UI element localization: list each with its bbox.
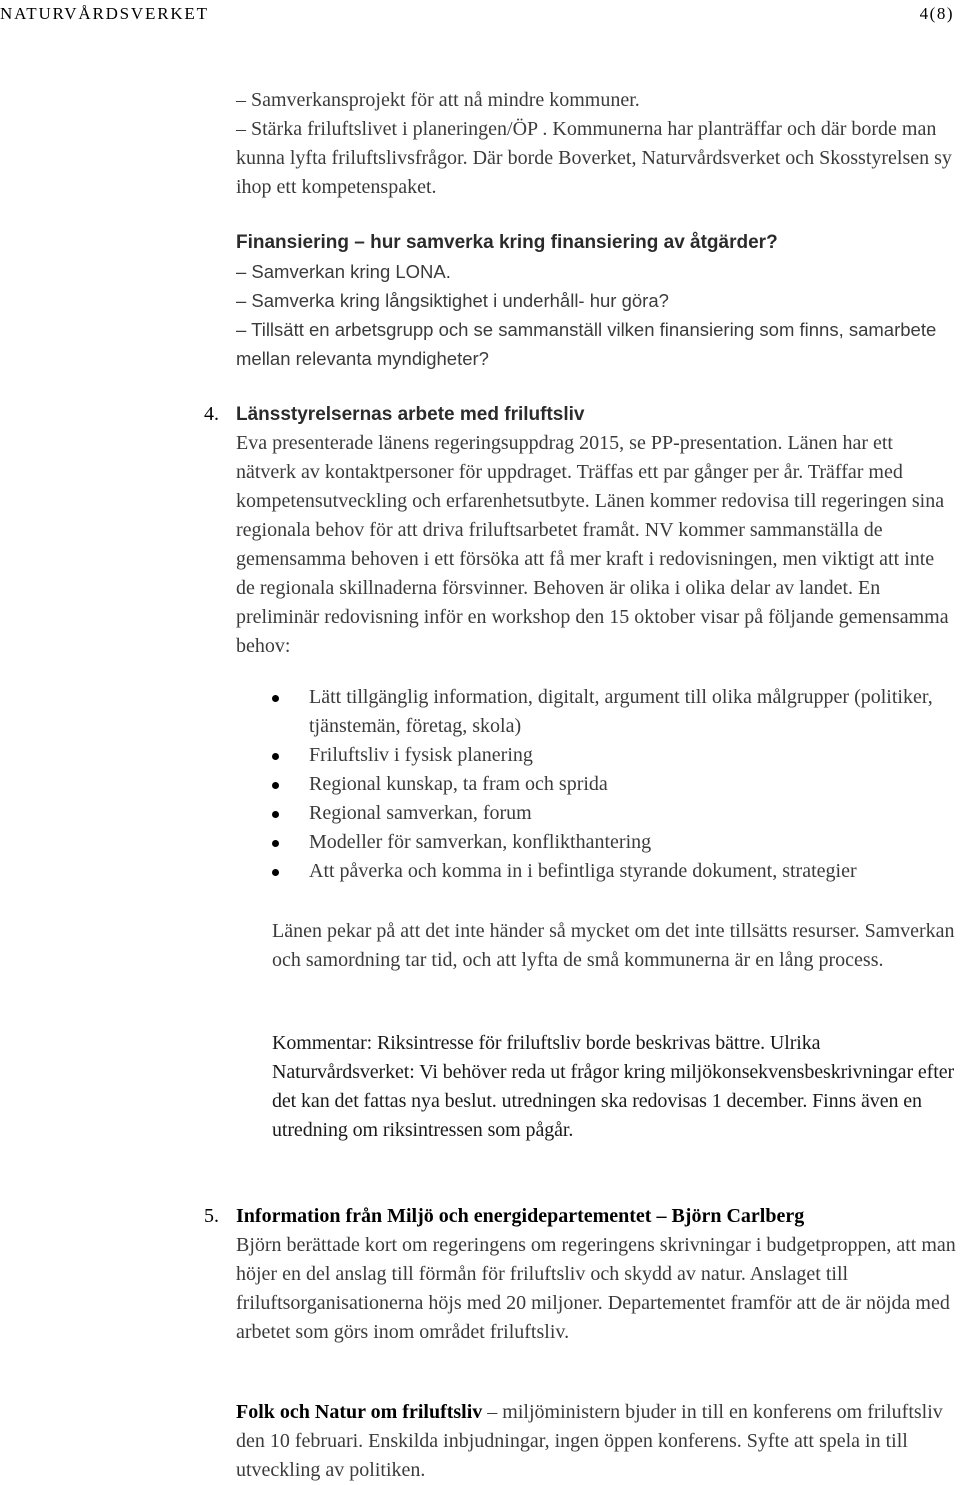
bullet-icon [272, 811, 279, 818]
folk-och-natur-title: Folk och Natur om friluftsliv [236, 1401, 483, 1423]
collaboration-list [236, 86, 956, 202]
section-number: 4. [204, 403, 219, 425]
list-item: – Samverkansprojekt för att nå mindre kommuner. [236, 89, 640, 111]
comment-paragraph: Kommentar: Riksintresse för friluftsliv borde beskrivas bättre. Ulrika Naturvårdsverket: Vi behöver reda ut frågor kring miljökonsekvensbeskrivningar efter det kan det fattas nya beslut. utredningen ska redovisas 1 december. Finns även en utredning om riksintressen som pågår. [272, 1032, 955, 1141]
folk-och-natur-paragraph [236, 1398, 956, 1485]
folk-och-natur-text: – miljöministern bjuder in till en konferens om friluftsliv den 10 februari. Enskilda inbjudningar, ingen öppen konferens. Syfte att spela in till utveckling av politiken. [236, 1401, 943, 1481]
section-body: Eva presenterade länens regeringsuppdrag 2015, se PP-presentation. Länen har ett nätverk av kontaktpersoner för uppdraget. Träffas ett par gånger per år. Träffar med kompetensutveckling och erfarenhetsutbyte. Länen kommer redovisa till regeringen sina regionala behov för att driva friluftsarbetet framåt. NV kommer sammanställa de gemensamma behoven i ett försöka att få mer kraft i redovisningen, men viktigt att inte de regionala skillnaderna försvinner. Behoven är olika i olika delar av landet. En preliminär redovisning inför en workshop den 15 oktober visar på följande gemensamma behov: [236, 432, 949, 657]
financing-section [236, 228, 956, 373]
section-body: Björn berättade kort om regeringens om regeringens skrivningar i budgetproppen, att man höjer en del anslag till förmån för friluftsliv och skydd av natur. Anslaget till friluftsorganisationerna höjs med 20 miljoner. Departementet framför att de är nöjda med arbetet som görs inom området friluftsliv. [236, 1234, 956, 1343]
section-number: 5. [204, 1205, 219, 1227]
section-5 [236, 1202, 956, 1347]
list-item: Att påverka och komma in i befintliga styrande dokument, strategier [272, 857, 952, 886]
after-bullets-paragraph: Länen pekar på att det inte händer så mycket om det inte tillsätts resurser. Samverkan och samordning tar tid, och att lyfta de små kommunerna är en lång process. [272, 920, 955, 971]
section-heading: Information från Miljö och energidepartementet – Björn Carlberg [236, 1205, 805, 1227]
needs-list [272, 683, 952, 886]
header-page-number: 4(8) [919, 4, 954, 23]
bullet-icon [272, 869, 279, 876]
bullet-icon [272, 782, 279, 789]
bullet-icon [272, 840, 279, 847]
section-heading: Länsstyrelsernas arbete med friluftsliv [236, 404, 585, 425]
list-item: Friluftsliv i fysisk planering [272, 741, 952, 770]
bullet-icon [272, 695, 279, 702]
list-item: – Samverkan kring LONA. [236, 261, 451, 282]
list-item: Regional samverkan, forum [272, 799, 952, 828]
list-item: – Samverka kring långsiktighet i underhåll- hur göra? [236, 290, 669, 311]
financing-heading: Finansiering – hur samverka kring finansiering av åtgärder? [236, 232, 778, 253]
list-item: Lätt tillgänglig information, digitalt, argument till olika målgrupper (politiker, tjänstemän, företag, skola) [272, 683, 952, 741]
bullet-icon [272, 753, 279, 760]
list-item: Regional kunskap, ta fram och sprida [272, 770, 952, 799]
section-4 [236, 400, 956, 661]
list-item: – Tillsätt en arbetsgrupp och se sammanställ vilken finansiering som finns, samarbete mellan relevanta myndigheter? [236, 319, 937, 369]
header-organization: NATURVÅRDSVERKET [0, 4, 209, 23]
list-item: – Stärka friluftslivet i planeringen/ÖP . Kommunerna har planträffar och där borde man kunna lyfta friluftslivsfrågor. Där borde Boverket, Naturvårdsverket och Skosstyrelsen sy ihop ett kompetenspaket. [236, 118, 952, 198]
list-item: Modeller för samverkan, konflikthantering [272, 828, 952, 857]
